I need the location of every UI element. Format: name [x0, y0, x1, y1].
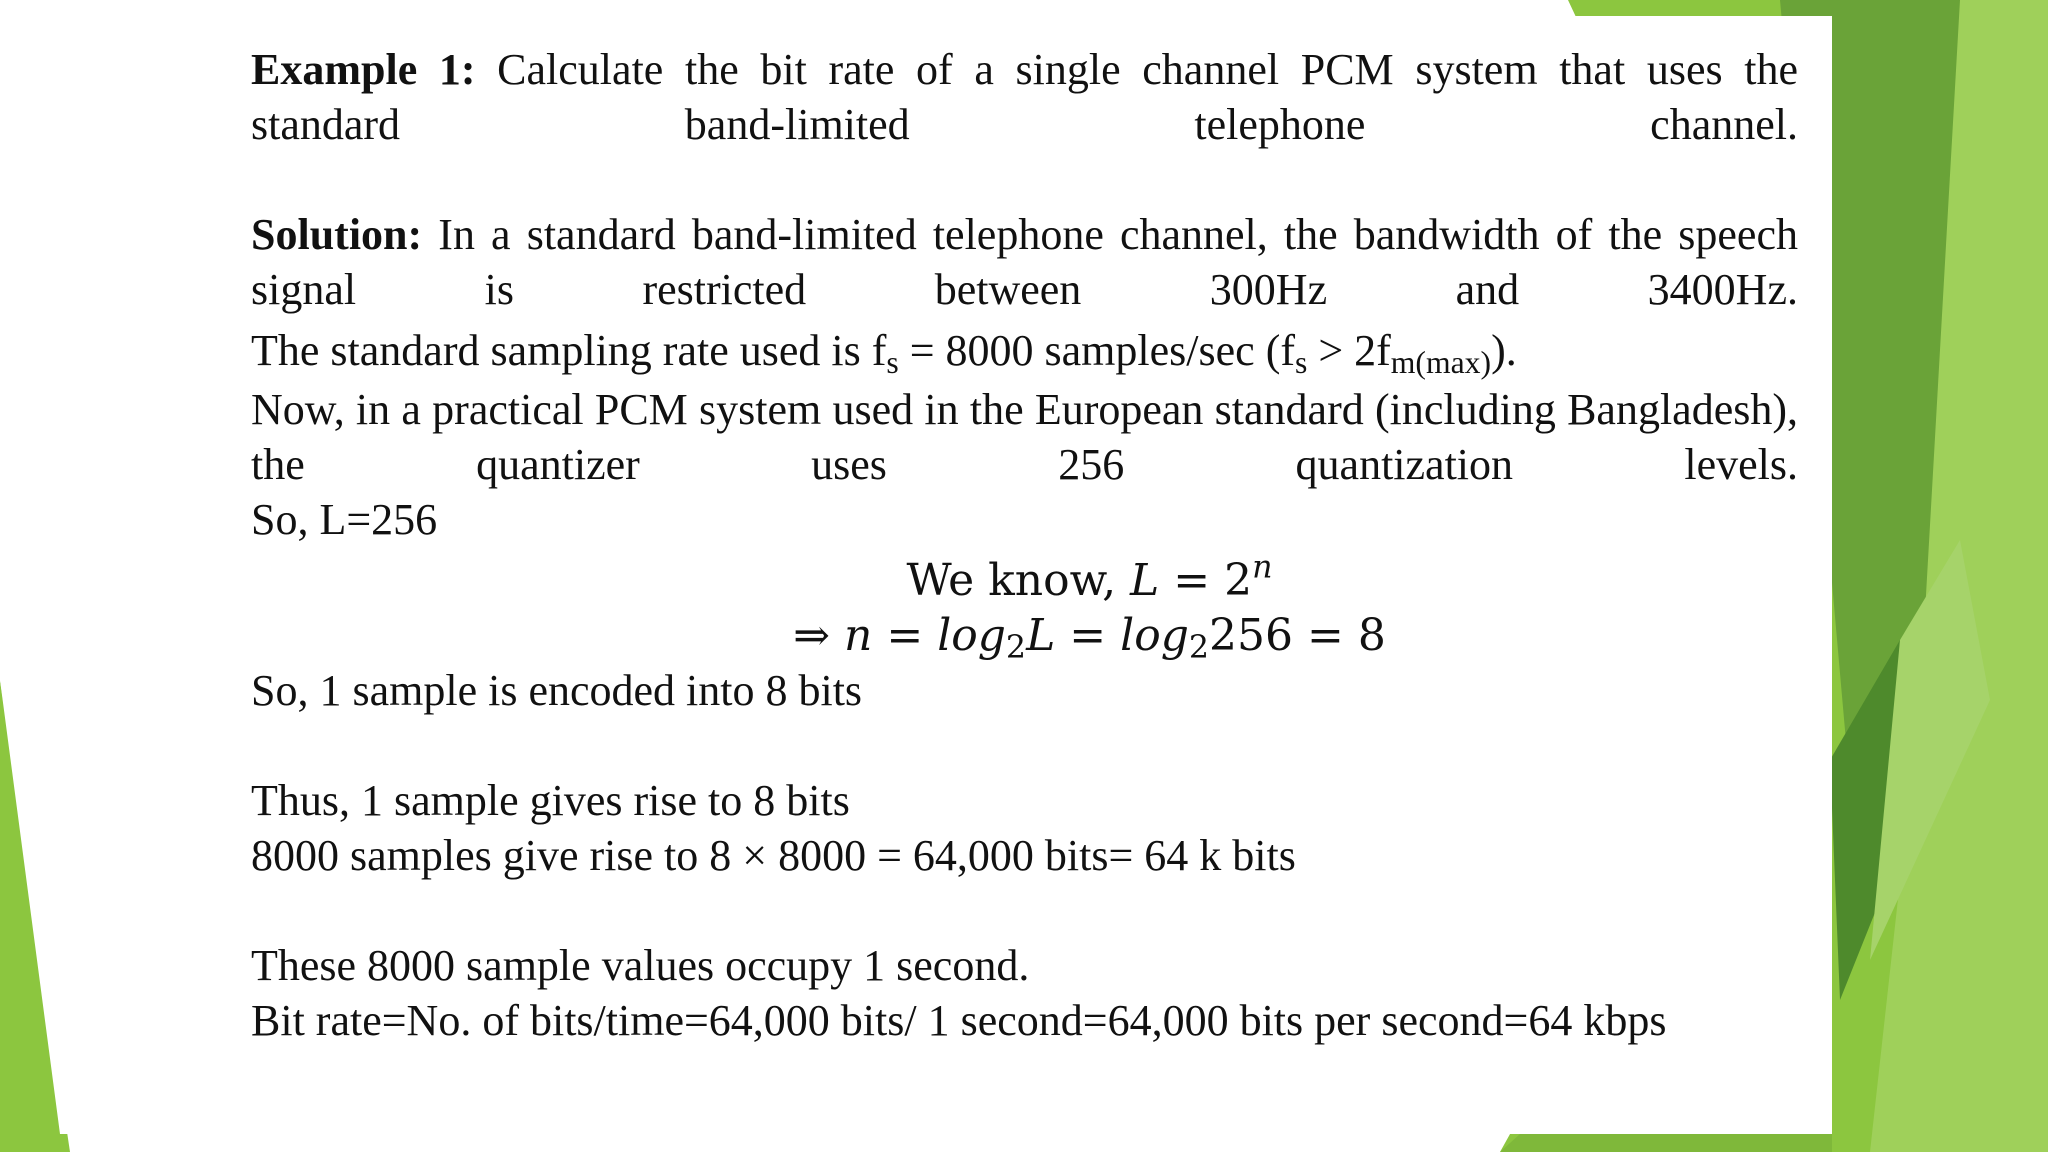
eq2-val: 256 = 8	[1209, 610, 1386, 661]
example-label: Example 1:	[251, 45, 476, 94]
sampling-text-1: The standard sampling rate used is f	[251, 326, 887, 375]
practical-paragraph: Now, in a practical PCM system used in the European standard (including Bangladesh), the quantizer uses 256 quantization levels.	[251, 385, 1798, 489]
sampling-text-2: = 8000 samples/sec (f	[898, 326, 1295, 375]
bitrate-line: Bit rate=No. of bits/time=64,000 bits/ 1 second=64,000 bits per second=64 kbps	[251, 996, 1667, 1045]
equation-log	[251, 608, 1798, 666]
eq2-sub1: 2	[1005, 629, 1027, 666]
eq2-n: n	[844, 610, 873, 661]
example-paragraph	[251, 42, 1798, 152]
eq2-arrow: ⇒	[793, 610, 844, 661]
sampling-text-3: > 2f	[1307, 326, 1391, 375]
eq1-sup: n	[1252, 549, 1273, 586]
eq2-L: L	[1026, 610, 1056, 661]
eq2-eq2: =	[1055, 610, 1121, 661]
eq1-var: L	[1130, 555, 1160, 606]
solution-label: Solution:	[251, 210, 423, 259]
eq2-eq1: =	[872, 610, 938, 661]
thus-line: Thus, 1 sample gives rise to 8 bits	[251, 776, 850, 825]
sampling-sub-2: s	[1295, 344, 1308, 380]
sampling-text-4: ).	[1491, 326, 1517, 375]
green-strip-bottom	[1500, 1134, 1832, 1152]
eq1-text: We know,	[906, 555, 1131, 606]
occupy-line: These 8000 sample values occupy 1 second.	[251, 941, 1030, 990]
slide-content	[251, 42, 1798, 1048]
so-l-line: So, L=256	[251, 495, 438, 544]
solution-paragraph	[251, 207, 1798, 317]
sampling-rate-line	[251, 323, 1798, 378]
samples-line: 8000 samples give rise to 8 × 8000 = 64,000 bits= 64 k bits	[251, 831, 1296, 880]
example-text: Calculate the bit rate of a single channel PCM system that uses the standard band-limited telephone channel.	[251, 45, 1798, 149]
eq2-log1: log	[937, 610, 1006, 661]
solution-text: In a standard band-limited telephone channel, the bandwidth of the speech signal is restricted between 300Hz and 3400Hz.	[251, 210, 1798, 314]
eq2-sub2: 2	[1188, 629, 1210, 666]
sampling-sub-1: s	[886, 344, 899, 380]
sampling-sub-3: m(max)	[1390, 344, 1492, 380]
encoded-line: So, 1 sample is encoded into 8 bits	[251, 666, 863, 715]
eq2-log2: log	[1120, 610, 1189, 661]
eq1-mid: = 2	[1159, 555, 1253, 606]
equation-we-know	[251, 549, 1798, 608]
